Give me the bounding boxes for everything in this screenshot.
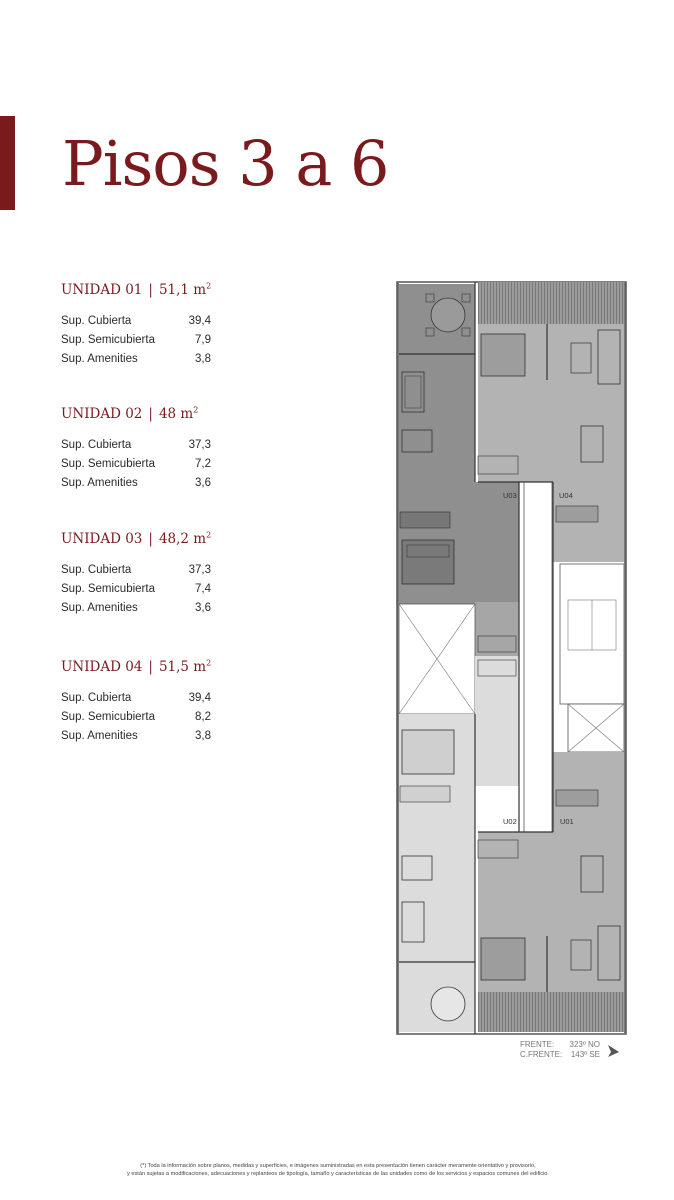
- unit-area-exponent: 2: [206, 281, 212, 291]
- unit-name: UNIDAD 04: [61, 659, 143, 675]
- unit-block-03: [61, 531, 211, 618]
- unit-heading: [61, 282, 211, 302]
- area-label: Sup. Cubierta: [61, 692, 132, 704]
- separator: |: [148, 659, 153, 675]
- area-label: Sup. Cubierta: [61, 564, 132, 576]
- frente-value: 323º NO: [569, 1040, 600, 1049]
- frente-label: FRENTE:: [520, 1040, 555, 1049]
- orientation-info: [520, 1040, 600, 1060]
- unit-name: UNIDAD 03: [61, 531, 143, 547]
- north-arrow-icon: [606, 1044, 620, 1058]
- unit-area-exponent: 2: [206, 530, 212, 540]
- wall-hatch: [624, 282, 626, 1034]
- area-label: Sup. Amenities: [61, 353, 138, 365]
- floor-plan: [395, 280, 629, 1036]
- cfrente-label: C.FRENTE:: [520, 1050, 563, 1059]
- unit-name: UNIDAD 02: [61, 406, 143, 422]
- area-row: [61, 436, 211, 455]
- area-row: [61, 561, 211, 580]
- area-value: 8,2: [195, 711, 211, 723]
- corridor: [524, 482, 552, 832]
- area-label: Sup. Semicubierta: [61, 583, 155, 595]
- cfrente-value: 143º SE: [570, 1050, 600, 1059]
- area-row: [61, 727, 211, 746]
- area-value: 3,6: [195, 602, 211, 614]
- page-title: Pisos 3 a 6: [62, 127, 389, 200]
- area-row: [61, 350, 211, 369]
- area-row: [61, 708, 211, 727]
- unit-block-02: [61, 406, 211, 493]
- area-row: [61, 599, 211, 618]
- area-label: Sup. Semicubierta: [61, 334, 155, 346]
- unit-heading: [61, 531, 211, 551]
- label-u04: U04: [559, 491, 573, 500]
- unit-heading: [61, 406, 211, 426]
- area-row: [61, 455, 211, 474]
- area-value: 39,4: [188, 315, 211, 327]
- area-label: Sup. Cubierta: [61, 439, 132, 451]
- area-value: 7,9: [195, 334, 211, 346]
- area-value: 3,8: [195, 730, 211, 742]
- accent-bar: [0, 116, 15, 210]
- area-value: 3,6: [195, 477, 211, 489]
- area-row: [61, 474, 211, 493]
- unit-area: 51,5 m: [158, 659, 207, 675]
- unit-name: UNIDAD 01: [61, 282, 143, 298]
- footnote-line: (*) Toda la información sobre planos, medidas y superficies, e imágenes suministradas en esta presentación tienen carácter meramente orientativo y provisorio,: [140, 1163, 536, 1169]
- area-value: 7,2: [195, 458, 211, 470]
- area-value: 3,8: [195, 353, 211, 365]
- area-value: 7,4: [195, 583, 211, 595]
- area-row: [61, 312, 211, 331]
- area-row: [61, 689, 211, 708]
- separator: |: [148, 531, 153, 547]
- area-label: Sup. Amenities: [61, 730, 138, 742]
- area-label: Sup. Cubierta: [61, 315, 132, 327]
- area-label: Sup. Semicubierta: [61, 711, 155, 723]
- unit-area-exponent: 2: [206, 658, 212, 668]
- unit-block-04: [61, 659, 211, 746]
- area-value: 37,3: [188, 439, 211, 451]
- unit-heading: [61, 659, 211, 679]
- footnote-line: y están sujetas a modificaciones, adecuaciones y replanteos de tipología, tamaño y características de las unidades como de los servicios y espacios comunes del edificio.: [127, 1171, 549, 1177]
- unit-area: 48,2 m: [158, 531, 207, 547]
- unit-area: 51,1 m: [158, 282, 207, 298]
- area-value: 37,3: [188, 564, 211, 576]
- area-value: 39,4: [188, 692, 211, 704]
- footnote: [60, 1162, 616, 1178]
- unit-block-01: [61, 282, 211, 369]
- label-u03: U03: [503, 491, 517, 500]
- separator: |: [148, 282, 153, 298]
- label-u02: U02: [503, 817, 517, 826]
- area-row: [61, 331, 211, 350]
- area-label: Sup. Amenities: [61, 477, 138, 489]
- label-u01: U01: [560, 817, 574, 826]
- stairwell: [560, 564, 624, 752]
- unit-area: 48 m: [158, 406, 194, 422]
- separator: |: [148, 406, 153, 422]
- area-row: [61, 580, 211, 599]
- area-label: Sup. Semicubierta: [61, 458, 155, 470]
- light-well: [399, 604, 475, 714]
- unit-area-exponent: 2: [193, 405, 199, 415]
- area-label: Sup. Amenities: [61, 602, 138, 614]
- wall-hatch: [397, 282, 399, 1034]
